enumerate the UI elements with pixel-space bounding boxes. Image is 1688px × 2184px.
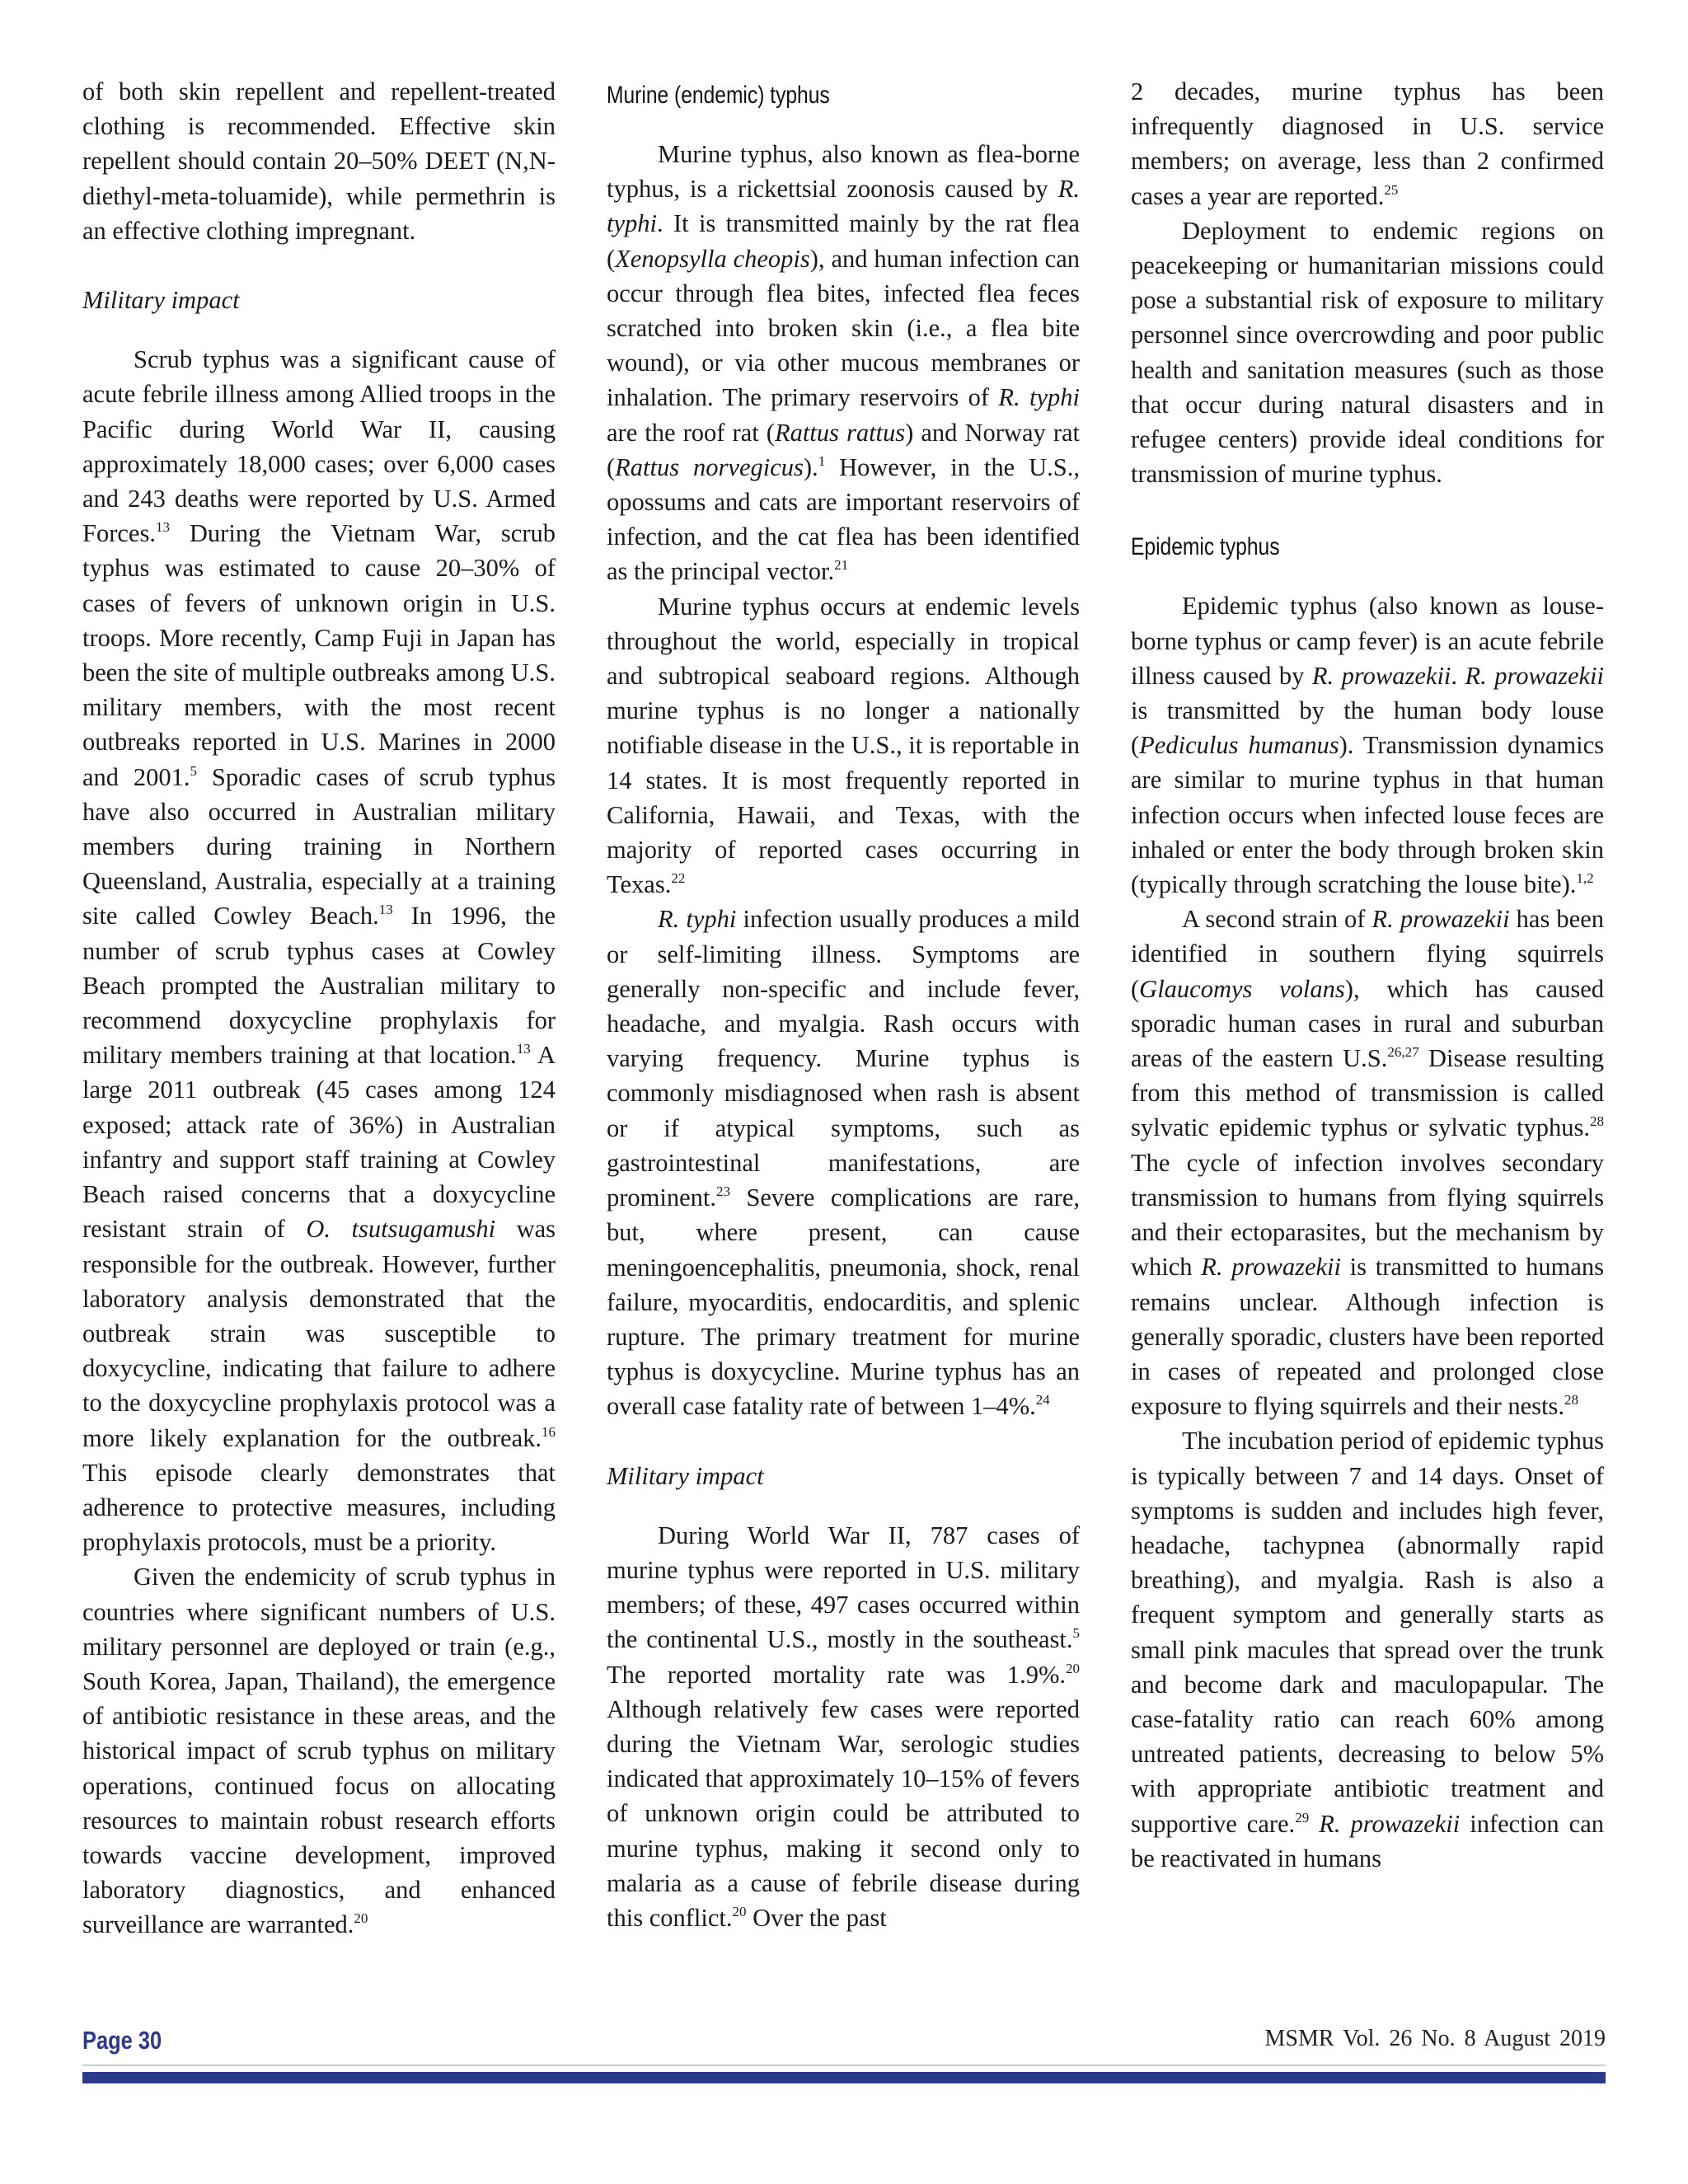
- species-name: R. typhi: [658, 905, 737, 934]
- text-run: Murine typhus, also known as flea-borne typhus, is a rickettsial zoonosis caused by: [607, 140, 1080, 204]
- text-run: ), which has caused sporadic human cases in rural and suburban areas of the eastern U.S.: [1131, 974, 1604, 1073]
- text-run: The cycle of infection involves secondary transmission to humans from flying squirrels and their ectoparasites, but the mechanism by which: [1131, 1148, 1604, 1282]
- species-name: R. prowazekii: [1319, 1809, 1461, 1838]
- text-run: Deployment to endemic regions on peacekeeping or humanitarian missions could pose a substantial risk of exposure to military personnel since overcrowding and poor public health and sanitation measures (such as those that occur during natural disasters and in refugee centers) provide ideal conditions for transmission of murine typhus.: [1131, 216, 1604, 489]
- text-run: Severe complications are rare, but, where present, can cause meningoencephalitis, pneumonia, shock, renal failure, myocarditis, endocarditis, and splenic rupture. The primary treatment for murine typhus is doxycycline. Murine typhus has an overall case fatality rate of between 1–4%.: [607, 1183, 1080, 1421]
- text-run: Over the past: [746, 1903, 887, 1932]
- reference-marker: 5: [190, 762, 198, 779]
- text-run: Scrub typhus was a significant cause of acute febrile illness among Allied troops in the Pacific during World War II, causing approximately 18,000 cases; over 6,000 cases and 243 deaths were reported by U.S. Armed Forces.: [82, 345, 556, 548]
- species-name: R. typhi: [607, 175, 1080, 238]
- text-run: 2 decades, murine typhus has been infrequently diagnosed in U.S. service members; on average, less than 2 confirmed cases a year are reported.: [1131, 77, 1604, 210]
- species-name: Pediculus humanus: [1139, 731, 1339, 760]
- text-run: A second strain of: [1182, 905, 1372, 934]
- reference-marker: 21: [834, 557, 849, 574]
- species-name: O. tsutsugamushi: [306, 1215, 496, 1244]
- text-run: ). Transmission dynamics are similar to murine typhus in that human infection occurs when infected louse feces are inhaled or enter the body through broken skin (typically through scratching the louse bite).: [1131, 731, 1604, 899]
- text-run: In 1996, the number of scrub typhus cases at Cowley Beach prompted the Australian military to recommend doxycycline prophylaxis for military members training at that location.: [82, 902, 556, 1070]
- reference-marker: 26,27: [1387, 1044, 1419, 1061]
- section-heading-murine-typhus: Murine (endemic) typhus: [607, 82, 830, 109]
- reference-marker: 28: [1590, 1113, 1604, 1130]
- reference-marker: 20: [732, 1903, 747, 1919]
- reference-marker: 5: [1072, 1625, 1080, 1642]
- text-run: Given the endemicity of scrub typhus in countries where significant numbers of U.S. military personnel are deployed or train (e.g., South Korea, Japan, Thailand), the emergence of antibiotic resistance in these areas, and the historical impact of scrub typhus on military operations, continued focus on allocating resources to maintain robust research efforts towards vaccine development, improved laboratory diagnostics, and enhanced surveillance are warranted.: [82, 1563, 556, 1939]
- subheading-military-impact: Military impact: [82, 286, 240, 315]
- paragraph-murine-symptoms: [607, 902, 1080, 1423]
- text-run: This episode clearly demonstrates that adherence to protective measures, including prophylaxis protocols, must be a priority.: [82, 1458, 556, 1557]
- text-run: infection can be reactivated in humans: [1131, 1809, 1605, 1872]
- text-run: Murine typhus occurs at endemic levels throughout the world, especially in tropical and subtropical seaboard regions. Although murine typhus is no longer a nationally notifiable disease in the U.S., it is reportable in 14 states. It is most frequently reported in California, Hawaii, and Texas, with the majority of reported cases occurring in Texas.: [607, 592, 1080, 899]
- reference-marker: 20: [354, 1910, 368, 1927]
- section-heading-epidemic-typhus: Epidemic typhus: [1131, 533, 1280, 561]
- text-run: .: [1451, 661, 1465, 690]
- reference-marker: 28: [1564, 1392, 1579, 1408]
- page-number: Page 30: [82, 2026, 162, 2055]
- reference-marker: 13: [516, 1041, 531, 1057]
- text-run: Although relatively few cases were reported during the Vietnam War, serologic studies indicated that approximately 10–15% of fevers of unknown origin could be attributed to murine typhus, making it second only to malaria as a cause of febrile disease during this conflict.: [607, 1694, 1080, 1932]
- text-run: ), and human infection can occur through flea bites, infected flea feces scratched into broken skin (i.e., a flea bite wound), or via other mucous membranes or inhalation. The primary reservoirs of: [607, 244, 1080, 412]
- species-name: R. prowazekii: [1201, 1253, 1341, 1282]
- species-name: R. prowazekii: [1372, 905, 1510, 934]
- text-run: infection usually produces a mild or self-limiting illness. Symptoms are generally non-specific and include fever, headache, and myalgia. Rash occurs with varying frequency. Murine typhus is commonly misdiagnosed when rash is absent or if atypical symptoms, such as gastrointestinal manifestations, are prominent.: [607, 905, 1080, 1212]
- text-run: The incubation period of epidemic typhus is typically between 7 and 14 days. Onset of symptoms is sudden and includes high fever, headache, tachypnea (abnormally rapid breathing), and myalgia. Rash is also a frequent symptom and generally starts as small pink macules that spread over the trunk and become dark and maculopapular. The case-fatality ratio can reach 60% among untreated patients, decreasing to below 5% with appropriate antibiotic treatment and supportive care.: [1131, 1427, 1604, 1838]
- paragraph-murine-distribution: [607, 589, 1080, 902]
- issue-citation: MSMR Vol. 26 No. 8 August 2019: [1264, 2026, 1606, 2051]
- text-run: was responsible for the outbreak. However, further laboratory analysis demonstrated that the outbreak strain was susceptible to doxycycline, indicating that failure to adhere to the doxycycline prophylaxis protocol was a more likely explanation for the outbreak.: [82, 1215, 556, 1452]
- text-run: ).: [803, 452, 818, 481]
- paragraph-murine-intro: [607, 137, 1080, 589]
- paragraph-sylvatic: [1131, 902, 1604, 1423]
- reference-marker: 29: [1295, 1809, 1310, 1825]
- paragraph-murine-military: [607, 1518, 1080, 1935]
- footer-rule-thick: [82, 2072, 1606, 2083]
- text-run: is transmitted by the human body louse (: [1131, 696, 1604, 760]
- reference-marker: 16: [542, 1423, 556, 1440]
- text-run: . It is transmitted mainly by the rat flea (: [607, 209, 1080, 273]
- text-run: During World War II, 787 cases of murine typhus were reported in U.S. military members; of these, 497 cases occurred within the continental U.S., mostly in the southeast.: [607, 1521, 1080, 1654]
- text-run: Disease resulting from this method of transmission is called sylvatic epidemic typhus or sylvatic typhus.: [1131, 1044, 1604, 1142]
- reference-marker: 24: [1035, 1392, 1050, 1408]
- text-run: However, in the U.S., opossums and cats are important reservoirs of infection, and the cat flea has been identified as the principal vector.: [607, 452, 1080, 586]
- species-name: Xenopsylla cheopis: [615, 244, 810, 273]
- subheading-military-impact: Military impact: [607, 1461, 764, 1490]
- species-name: R. prowazekii: [1311, 661, 1451, 690]
- footer-rule-thin: [82, 2064, 1606, 2066]
- paragraph-endemicity: [82, 1559, 556, 1942]
- species-name: Rattus rattus: [774, 418, 906, 447]
- reference-marker: 20: [1066, 1660, 1080, 1676]
- paragraph-deployment: [1131, 213, 1604, 492]
- column-middle: [607, 74, 1080, 1935]
- text-run: [1309, 1810, 1319, 1838]
- text-run: is transmitted to humans remains unclear. Although infection is generally sporadic, clusters have been reported in cases of repeated and prolonged close exposure to flying squirrels and their nests.: [1131, 1253, 1605, 1421]
- text-run: During the Vietnam War, scrub typhus was estimated to cause 20–30% of cases of fevers of unknown origin in U.S. troops. More recently, Camp Fuji in Japan has been the site of multiple outbreaks among U.S. military members, with the most recent outbreaks reported in U.S. Marines in 2000 and 2001.: [82, 519, 556, 791]
- reference-marker: 1,2: [1576, 870, 1594, 887]
- reference-marker: 13: [378, 902, 393, 918]
- species-name: R. typhi: [998, 383, 1080, 412]
- text-run: has been identified in southern flying squirrels (: [1131, 905, 1604, 1003]
- paragraph-scrub-military: [82, 342, 556, 1559]
- text-run: A large 2011 outbreak (45 cases among 124 exposed; attack rate of 36%) in Australian infantry and support staff training at Cowley Beach raised concerns that a doxycycline resistant strain of: [82, 1041, 556, 1244]
- reference-marker: 13: [155, 519, 170, 536]
- paragraph-murine-recent: [1131, 74, 1604, 213]
- species-name: Rattus norvegicus: [615, 452, 804, 481]
- text-run: ) and Norway rat (: [607, 418, 1080, 481]
- paragraph-incubation: [1131, 1423, 1604, 1876]
- column-right: [1131, 74, 1604, 1876]
- text-run: Epidemic typhus (also known as louse-borne typhus or camp fever) is an acute febrile illness caused by: [1131, 592, 1604, 690]
- reference-marker: 25: [1384, 181, 1399, 198]
- paragraph-epidemic-intro: [1131, 588, 1604, 902]
- text-run: The reported mortality rate was 1.9%.: [607, 1660, 1066, 1689]
- text-run: Sporadic cases of scrub typhus have also occurred in Australian military members during training in Northern Queensland, Australia, especially at a training site called Cowley Beach.: [82, 762, 556, 930]
- species-name: R. prowazekii: [1465, 661, 1605, 690]
- reference-marker: 23: [716, 1183, 730, 1200]
- reference-marker: 1: [818, 452, 826, 469]
- text-run: of both skin repellent and repellent-treated clothing is recommended. Effective skin repellent should contain 20–50% DEET (N,N-diethyl-meta-toluamide), while permethrin is an effective clothing impregnant.: [82, 77, 556, 245]
- reference-marker: 22: [671, 870, 686, 887]
- paragraph-repellent: [82, 74, 556, 248]
- species-name: Glaucomys volans: [1139, 974, 1345, 1003]
- text-run: are the roof rat (: [607, 418, 775, 447]
- column-left: [82, 74, 556, 1943]
